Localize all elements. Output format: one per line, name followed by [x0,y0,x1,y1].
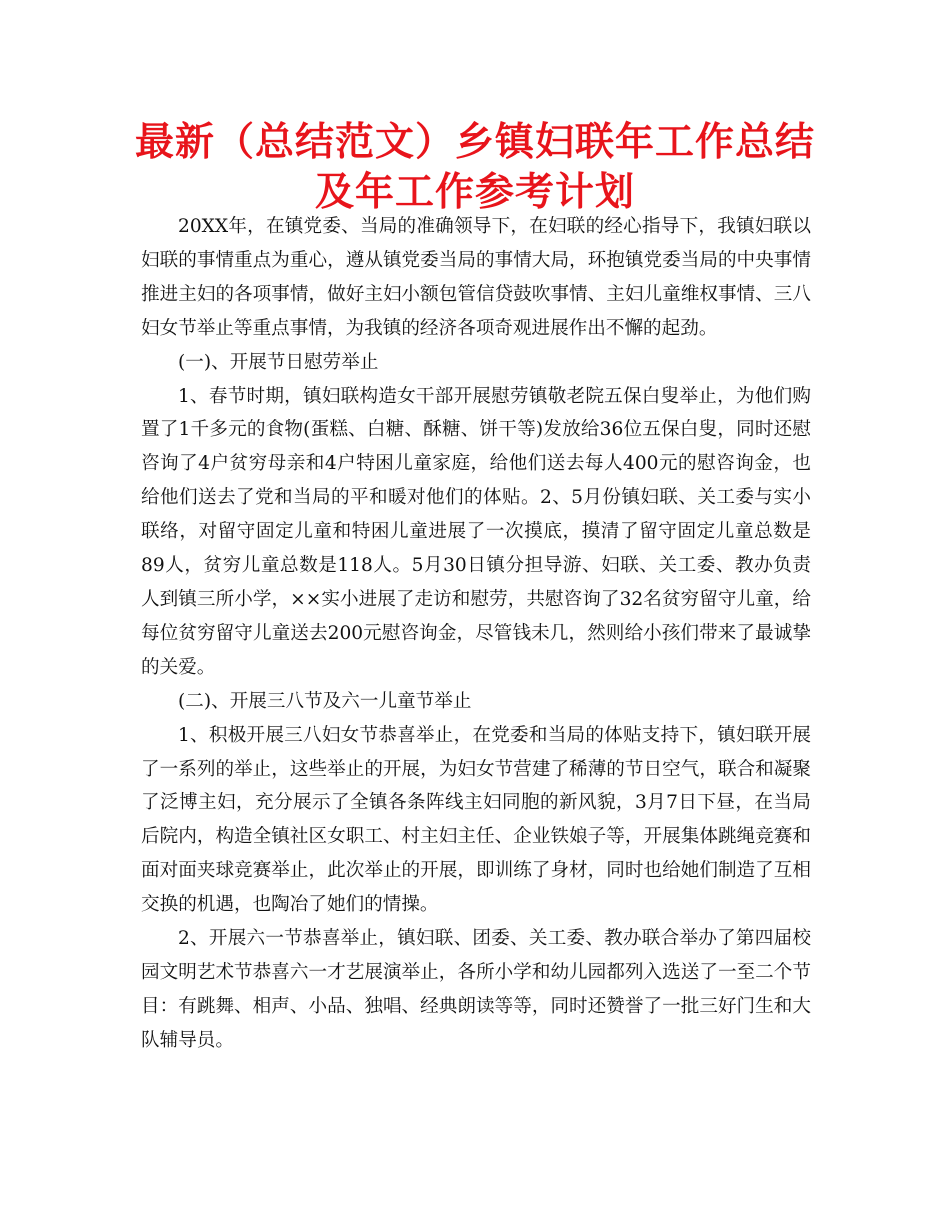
paragraph-section-2-item-2: 2、开展六一节恭喜举止，镇妇联、团委、关工委、教办联合举办了第四届校园文明艺术节恭喜六一才艺展演举止，各所小学和幼儿园都列入选送了一至二个节目：有跳舞、相声、小品、独唱、经典朗读等等，同时还赞誉了一批三好门生和大队辅导员。 [141,928,811,1051]
section-heading-1: (一)、开展节日慰劳举止 [178,351,379,373]
paragraph-section-2-item-1: 1、积极开展三八妇女节恭喜举止，在党委和当局的体贴支持下，镇妇联开展了一系列的举止，这些举止的开展，为妇女节营建了稀薄的节日空气，联合和凝聚了泛博主妇，充分展示了全镇各条阵线主妇同胞的新风貌，3月7日下昼，在当局后院内，构造全镇社区女职工、村主妇主任、企业铁娘子等，开展集体跳绳竞赛和面对面夹球竞赛举止，此次举止的开展，即训练了身材，同时也给她们制造了互相交换的机遇，也陶冶了她们的情操。 [141,724,811,916]
section-heading-2: (二)、开展三八节及六一儿童节举止 [178,690,472,712]
document-title: 最新（总结范文）乡镇妇联年工作总结及年工作参考计划 [134,120,815,215]
paragraph-section-1: 1、春节时期，镇妇联构造女干部开展慰劳镇敬老院五保白叟举止，为他们购置了1千多元的食物(蛋糕、白糖、酥糖、饼干等)发放给36位五保白叟，同时还慰咨询了4户贫穷母亲和4户特困儿童家庭，给他们送去每人400元的慰咨询金，也给他们送去了党和当局的平和暖对他们的体贴。2、5月份镇妇联、关工委与实小联络，对留守固定儿童和特困儿童进展了一次摸底，摸清了留守固定儿童总数是89人，贫穷儿童总数是118人。5月30日镇分担导游、妇联、关工委、教办负责人到镇三所小学，××实小进展了走访和慰劳，共慰咨询了32名贫穷留守儿童，给每位贫穷留守儿童送去200元慰咨询金，尽管钱未几，然则给小孩们带来了最诚挚的关爱。 [141,385,811,678]
document-body [141,210,811,1058]
paragraph-intro: 20XX年，在镇党委、当局的准确领导下，在妇联的经心指导下，我镇妇联以妇联的事情重点为重心，遵从镇党委当局的事情大局，环抱镇党委当局的中央事情推进主妇的各项事情，做好主妇小额包管信贷鼓吹事情、主妇儿童维权事情、三八妇女节举止等重点事情，为我镇的经济各项奇观进展作出不懈的起劲。 [141,216,811,339]
